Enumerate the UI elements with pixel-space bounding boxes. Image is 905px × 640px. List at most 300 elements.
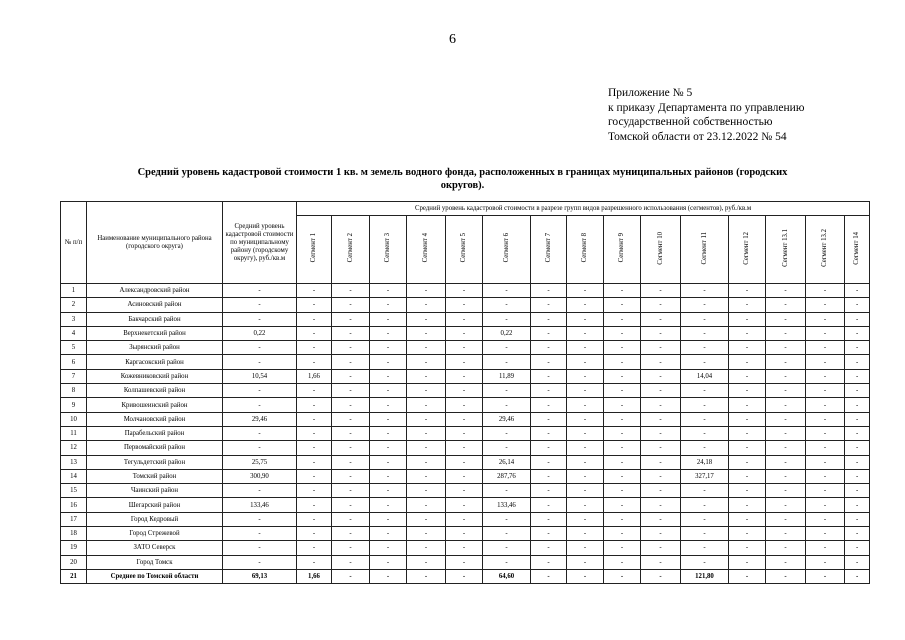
segment-value-cell: -: [766, 512, 806, 526]
segment-header-label: Сегмент 12: [743, 231, 750, 265]
segment-value-cell: -: [604, 527, 641, 541]
row-number-cell: 13: [61, 455, 87, 469]
segment-value-cell: 287,76: [483, 469, 531, 483]
table-row: [61, 484, 870, 498]
segment-value-cell: -: [407, 284, 446, 298]
segment-value-cell: -: [483, 341, 531, 355]
segment-value-cell: -: [604, 484, 641, 498]
segment-value-cell: -: [446, 341, 483, 355]
table-row: [61, 555, 870, 569]
segment-value-cell: -: [297, 412, 332, 426]
page-number: 6: [449, 32, 456, 47]
row-number-cell: 15: [61, 484, 87, 498]
segment-value-cell: -: [332, 484, 370, 498]
segment-value-cell: -: [729, 298, 766, 312]
segment-value-cell: -: [531, 569, 567, 583]
segment-value-cell: -: [845, 426, 870, 440]
segment-value-cell: -: [370, 426, 407, 440]
segment-value-cell: -: [297, 312, 332, 326]
segment-value-cell: -: [806, 498, 845, 512]
segment-value-cell: -: [407, 469, 446, 483]
row-number-cell: 21: [61, 569, 87, 583]
average-value-cell: -: [223, 341, 297, 355]
segment-value-cell: -: [806, 355, 845, 369]
segment-header: [370, 216, 407, 284]
segment-value-cell: -: [806, 326, 845, 340]
segment-value-cell: -: [604, 498, 641, 512]
segment-header: [681, 216, 729, 284]
segment-value-cell: -: [297, 355, 332, 369]
segment-value-cell: -: [407, 298, 446, 312]
segment-value-cell: -: [531, 355, 567, 369]
segment-value-cell: -: [681, 541, 729, 555]
segment-value-cell: -: [370, 326, 407, 340]
segment-value-cell: -: [729, 455, 766, 469]
segment-value-cell: -: [332, 298, 370, 312]
segment-value-cell: -: [332, 369, 370, 383]
segment-value-cell: -: [766, 569, 806, 583]
segment-value-cell: -: [407, 484, 446, 498]
segment-value-cell: -: [332, 355, 370, 369]
average-value-cell: -: [223, 512, 297, 526]
row-number-cell: 19: [61, 541, 87, 555]
segment-value-cell: -: [641, 441, 681, 455]
segment-value-cell: -: [332, 555, 370, 569]
document-title: [80, 166, 845, 192]
segment-value-cell: -: [806, 284, 845, 298]
cadastral-value-table: [60, 201, 870, 584]
average-value-cell: 69,13: [223, 569, 297, 583]
municipality-name-cell: Томский район: [87, 469, 223, 483]
segment-value-cell: -: [297, 512, 332, 526]
segment-value-cell: 64,60: [483, 569, 531, 583]
segment-value-cell: -: [531, 426, 567, 440]
segment-value-cell: -: [483, 541, 531, 555]
row-number-cell: 2: [61, 298, 87, 312]
segment-value-cell: -: [845, 298, 870, 312]
segment-value-cell: -: [766, 527, 806, 541]
segment-value-cell: -: [806, 341, 845, 355]
segment-value-cell: -: [845, 384, 870, 398]
row-number-cell: 7: [61, 369, 87, 383]
segment-value-cell: 24,18: [681, 455, 729, 469]
segment-value-cell: -: [332, 284, 370, 298]
segment-value-cell: -: [806, 484, 845, 498]
segment-value-cell: -: [483, 284, 531, 298]
table-row: [61, 527, 870, 541]
segment-value-cell: -: [729, 441, 766, 455]
segment-value-cell: -: [297, 398, 332, 412]
segment-value-cell: -: [641, 384, 681, 398]
segment-value-cell: -: [641, 312, 681, 326]
municipality-name-cell: Зырянский район: [87, 341, 223, 355]
segment-value-cell: -: [641, 555, 681, 569]
segment-value-cell: -: [407, 312, 446, 326]
table-row: [61, 369, 870, 383]
row-number-cell: 11: [61, 426, 87, 440]
segment-value-cell: -: [806, 369, 845, 383]
segment-value-cell: -: [641, 569, 681, 583]
segment-value-cell: -: [332, 541, 370, 555]
segment-value-cell: -: [567, 527, 604, 541]
segment-value-cell: -: [483, 484, 531, 498]
segment-value-cell: -: [446, 369, 483, 383]
segment-header: [729, 216, 766, 284]
segment-header-label: Сегмент 2: [346, 233, 354, 263]
segment-value-cell: -: [766, 355, 806, 369]
segment-value-cell: -: [531, 398, 567, 412]
segment-value-cell: -: [531, 384, 567, 398]
segment-value-cell: -: [531, 512, 567, 526]
segment-value-cell: -: [446, 569, 483, 583]
segment-value-cell: -: [729, 541, 766, 555]
segment-value-cell: -: [483, 355, 531, 369]
segment-value-cell: -: [641, 326, 681, 340]
segment-header: [604, 216, 641, 284]
header-segments-group: Средний уровень кадастровой стоимости в разрезе групп видов разрешенного использования (сегментов), руб./кв.м: [297, 202, 870, 216]
table-row: [61, 298, 870, 312]
segment-value-cell: -: [604, 298, 641, 312]
segment-value-cell: -: [604, 569, 641, 583]
segment-value-cell: -: [567, 569, 604, 583]
segment-value-cell: -: [604, 369, 641, 383]
segment-value-cell: -: [806, 298, 845, 312]
municipality-name-cell: Чаинский район: [87, 484, 223, 498]
segment-value-cell: -: [729, 426, 766, 440]
segment-value-cell: -: [806, 569, 845, 583]
table-row: [61, 569, 870, 583]
segment-value-cell: -: [604, 412, 641, 426]
header-municipality: Наименование муниципального района (городского округа): [87, 202, 223, 284]
segment-value-cell: -: [446, 484, 483, 498]
segment-value-cell: -: [531, 326, 567, 340]
segment-value-cell: -: [297, 498, 332, 512]
segment-value-cell: -: [483, 527, 531, 541]
segment-value-cell: -: [567, 498, 604, 512]
header-number: № п/п: [61, 202, 87, 284]
segment-header-label: Сегмент 9: [618, 233, 625, 263]
segment-value-cell: -: [604, 284, 641, 298]
segment-value-cell: -: [641, 398, 681, 412]
segment-value-cell: -: [567, 412, 604, 426]
segment-value-cell: -: [766, 341, 806, 355]
segment-value-cell: -: [446, 469, 483, 483]
municipality-name-cell: Кривошеинский район: [87, 398, 223, 412]
segment-header-label: Сегмент 13.1: [781, 229, 789, 267]
segment-value-cell: -: [567, 455, 604, 469]
segment-header-label: Сегмент 14: [853, 231, 861, 265]
segment-value-cell: 327,17: [681, 469, 729, 483]
row-number-cell: 4: [61, 326, 87, 340]
segment-value-cell: -: [531, 455, 567, 469]
segment-value-cell: -: [729, 384, 766, 398]
row-number-cell: 6: [61, 355, 87, 369]
segment-value-cell: -: [567, 555, 604, 569]
segment-value-cell: -: [766, 312, 806, 326]
segment-value-cell: -: [766, 398, 806, 412]
average-value-cell: 10,54: [223, 369, 297, 383]
segment-value-cell: -: [446, 384, 483, 398]
segment-value-cell: -: [729, 284, 766, 298]
segment-value-cell: -: [681, 527, 729, 541]
segment-value-cell: -: [370, 412, 407, 426]
table-row: [61, 412, 870, 426]
segment-value-cell: -: [567, 512, 604, 526]
segment-value-cell: -: [567, 326, 604, 340]
segment-value-cell: -: [297, 441, 332, 455]
segment-value-cell: -: [729, 527, 766, 541]
segment-value-cell: -: [407, 384, 446, 398]
segment-value-cell: -: [446, 412, 483, 426]
segment-value-cell: -: [332, 426, 370, 440]
segment-value-cell: -: [806, 312, 845, 326]
segment-value-cell: -: [446, 498, 483, 512]
table-row: [61, 426, 870, 440]
segment-value-cell: -: [806, 412, 845, 426]
segment-value-cell: -: [297, 341, 332, 355]
segment-value-cell: -: [729, 469, 766, 483]
segment-header-label: Сегмент 6: [502, 233, 510, 263]
segment-value-cell: -: [604, 455, 641, 469]
segment-header-label: Сегмент 8: [581, 233, 588, 263]
segment-value-cell: -: [806, 384, 845, 398]
segment-value-cell: -: [806, 541, 845, 555]
segment-value-cell: -: [407, 326, 446, 340]
average-value-cell: -: [223, 484, 297, 498]
segment-value-cell: -: [845, 369, 870, 383]
segment-value-cell: -: [681, 326, 729, 340]
segment-value-cell: -: [370, 284, 407, 298]
segment-value-cell: -: [806, 441, 845, 455]
segment-value-cell: -: [483, 512, 531, 526]
segment-value-cell: -: [766, 555, 806, 569]
segment-value-cell: -: [729, 555, 766, 569]
segment-value-cell: -: [641, 498, 681, 512]
segment-value-cell: -: [604, 326, 641, 340]
segment-value-cell: -: [604, 541, 641, 555]
segment-header: [567, 216, 604, 284]
row-number-cell: 5: [61, 341, 87, 355]
segment-header: [446, 216, 483, 284]
average-value-cell: -: [223, 426, 297, 440]
segment-value-cell: -: [766, 484, 806, 498]
segment-value-cell: -: [729, 569, 766, 583]
average-value-cell: -: [223, 312, 297, 326]
segment-value-cell: -: [297, 426, 332, 440]
table-row: [61, 341, 870, 355]
segment-value-cell: -: [446, 398, 483, 412]
segment-value-cell: -: [567, 284, 604, 298]
segment-header-label: Сегмент 11: [700, 231, 708, 265]
table-row: [61, 355, 870, 369]
segment-value-cell: -: [370, 369, 407, 383]
average-value-cell: -: [223, 298, 297, 312]
segment-value-cell: -: [370, 312, 407, 326]
segment-value-cell: -: [845, 284, 870, 298]
segment-value-cell: -: [531, 298, 567, 312]
segment-value-cell: -: [604, 384, 641, 398]
segment-value-cell: -: [845, 498, 870, 512]
table-row: [61, 384, 870, 398]
row-number-cell: 17: [61, 512, 87, 526]
segment-value-cell: -: [483, 298, 531, 312]
segment-value-cell: -: [845, 569, 870, 583]
table-body: [61, 284, 870, 584]
municipality-name-cell: ЗАТО Северск: [87, 541, 223, 555]
table-row: [61, 441, 870, 455]
appendix-line: Приложение № 5: [608, 87, 693, 99]
segment-value-cell: -: [531, 527, 567, 541]
segment-value-cell: -: [641, 412, 681, 426]
row-number-cell: 1: [61, 284, 87, 298]
segment-value-cell: -: [567, 484, 604, 498]
segment-value-cell: -: [407, 541, 446, 555]
segment-value-cell: -: [604, 469, 641, 483]
municipality-name-cell: Бакчарский район: [87, 312, 223, 326]
segment-value-cell: -: [806, 398, 845, 412]
municipality-name-cell: Кожевниковский район: [87, 369, 223, 383]
segment-value-cell: -: [681, 484, 729, 498]
segment-value-cell: -: [407, 341, 446, 355]
segment-value-cell: -: [370, 384, 407, 398]
average-value-cell: -: [223, 284, 297, 298]
segment-value-cell: -: [766, 469, 806, 483]
table-row: [61, 312, 870, 326]
segment-value-cell: -: [845, 326, 870, 340]
appendix-line: государственной собственностью: [608, 116, 773, 128]
segment-value-cell: -: [332, 398, 370, 412]
segment-value-cell: -: [729, 312, 766, 326]
segment-value-cell: -: [370, 298, 407, 312]
segment-value-cell: -: [845, 541, 870, 555]
segment-value-cell: -: [297, 298, 332, 312]
segment-value-cell: -: [845, 341, 870, 355]
segment-value-cell: -: [729, 341, 766, 355]
segment-header-label: Сегмент 5: [460, 233, 467, 263]
segment-value-cell: -: [332, 569, 370, 583]
appendix-line: к приказу Департамента по управлению: [608, 101, 805, 114]
segment-value-cell: -: [681, 298, 729, 312]
segment-value-cell: -: [641, 426, 681, 440]
segment-header-label: Сегмент 1: [310, 233, 317, 263]
segment-value-cell: 121,80: [681, 569, 729, 583]
segment-value-cell: -: [531, 541, 567, 555]
table-row: [61, 512, 870, 526]
segment-value-cell: -: [370, 569, 407, 583]
segment-value-cell: -: [370, 555, 407, 569]
segment-value-cell: -: [370, 355, 407, 369]
segment-value-cell: -: [332, 412, 370, 426]
appendix-line: Томской области от 23.12.2022 № 54: [608, 130, 787, 143]
segment-value-cell: -: [845, 441, 870, 455]
segment-value-cell: -: [681, 284, 729, 298]
segment-value-cell: -: [297, 384, 332, 398]
segment-header-label: Сегмент 3: [384, 233, 391, 263]
municipality-name-cell: Город Кедровый: [87, 512, 223, 526]
segment-value-cell: -: [370, 484, 407, 498]
segment-value-cell: -: [446, 355, 483, 369]
segment-value-cell: 14,04: [681, 369, 729, 383]
segment-value-cell: -: [729, 484, 766, 498]
average-value-cell: 133,46: [223, 498, 297, 512]
segment-value-cell: -: [531, 369, 567, 383]
segment-value-cell: -: [332, 512, 370, 526]
segment-value-cell: -: [446, 541, 483, 555]
segment-value-cell: -: [567, 469, 604, 483]
segment-value-cell: -: [370, 512, 407, 526]
segment-value-cell: -: [332, 312, 370, 326]
table-row: [61, 398, 870, 412]
segment-value-cell: -: [766, 298, 806, 312]
segment-value-cell: -: [370, 527, 407, 541]
segment-value-cell: -: [681, 426, 729, 440]
municipality-name-cell: Парабельский район: [87, 426, 223, 440]
document-title-line: округов).: [440, 180, 485, 191]
segment-value-cell: -: [370, 469, 407, 483]
segment-value-cell: -: [446, 441, 483, 455]
segment-value-cell: -: [641, 369, 681, 383]
segment-value-cell: -: [845, 527, 870, 541]
segment-value-cell: -: [806, 426, 845, 440]
segment-value-cell: -: [681, 441, 729, 455]
segment-value-cell: -: [729, 326, 766, 340]
segment-value-cell: -: [483, 555, 531, 569]
segment-header-label: Сегмент 13.2: [821, 229, 828, 267]
segment-value-cell: -: [766, 498, 806, 512]
segment-value-cell: -: [681, 412, 729, 426]
average-value-cell: -: [223, 555, 297, 569]
segment-value-cell: -: [370, 541, 407, 555]
segment-value-cell: -: [446, 284, 483, 298]
table-row: [61, 326, 870, 340]
table-row: [61, 455, 870, 469]
segment-value-cell: -: [806, 555, 845, 569]
segment-value-cell: -: [806, 527, 845, 541]
segment-value-cell: -: [681, 384, 729, 398]
segment-value-cell: -: [604, 398, 641, 412]
table-row: [61, 284, 870, 298]
segment-value-cell: -: [297, 455, 332, 469]
segment-value-cell: -: [370, 441, 407, 455]
segment-value-cell: -: [567, 369, 604, 383]
document-title-line: Средний уровень кадастровой стоимости 1 кв. м земель водного фонда, расположенных в границах муниципальных районов (городских: [137, 167, 788, 178]
segment-value-cell: -: [845, 355, 870, 369]
municipality-name-cell: Асиновский район: [87, 298, 223, 312]
segment-value-cell: -: [641, 284, 681, 298]
table-row: [61, 541, 870, 555]
row-number-cell: 8: [61, 384, 87, 398]
segment-value-cell: -: [370, 455, 407, 469]
segment-value-cell: 1,66: [297, 369, 332, 383]
segment-value-cell: -: [446, 555, 483, 569]
segment-value-cell: -: [641, 298, 681, 312]
segment-value-cell: -: [407, 355, 446, 369]
row-number-cell: 9: [61, 398, 87, 412]
segment-value-cell: -: [604, 555, 641, 569]
segment-value-cell: -: [407, 426, 446, 440]
municipality-name-cell: Тегульдетский район: [87, 455, 223, 469]
segment-value-cell: 0,22: [483, 326, 531, 340]
segment-value-cell: -: [845, 555, 870, 569]
segment-value-cell: -: [567, 384, 604, 398]
segment-value-cell: -: [681, 498, 729, 512]
segment-value-cell: -: [297, 326, 332, 340]
segment-value-cell: -: [370, 398, 407, 412]
average-value-cell: 0,22: [223, 326, 297, 340]
segment-value-cell: 133,46: [483, 498, 531, 512]
average-value-cell: -: [223, 384, 297, 398]
segment-value-cell: -: [766, 284, 806, 298]
